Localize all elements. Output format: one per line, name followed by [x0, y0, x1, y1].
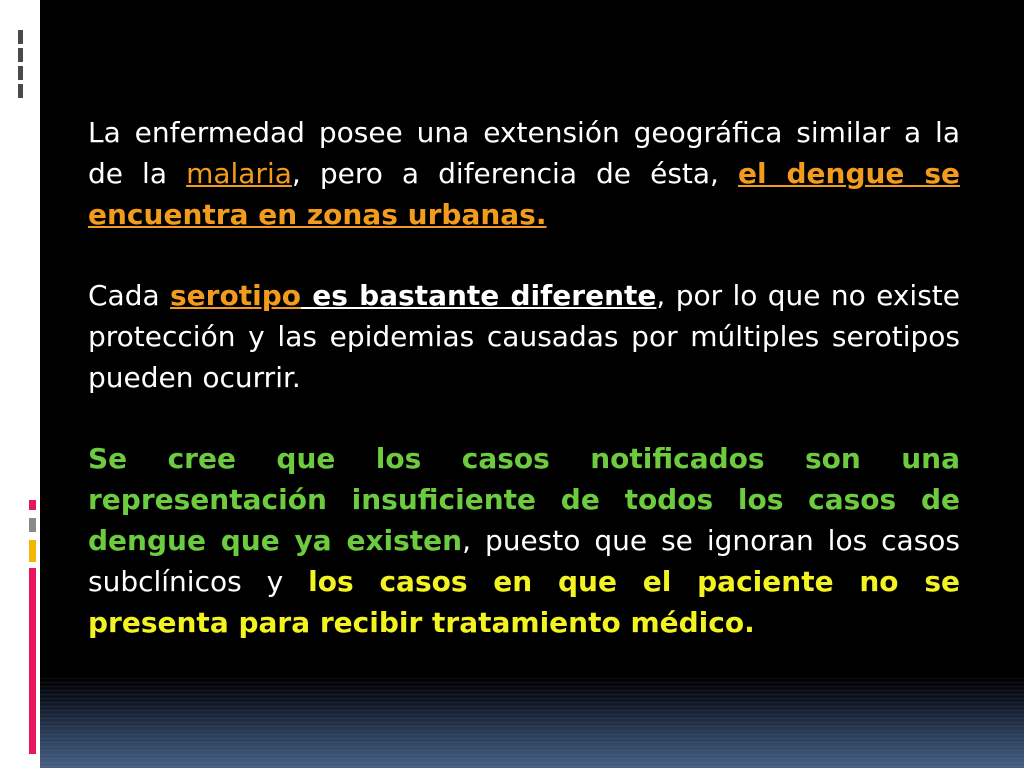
decor-bar-gray — [29, 518, 36, 532]
p3-text-1: , puesto que se ignoran los casos subclínicos y — [88, 524, 960, 598]
decor-bar-yellow — [29, 540, 36, 562]
decor-bar-pink — [29, 568, 36, 754]
p1-text-1: La enfermedad posee una extensión geográfica similar a la de la — [88, 116, 960, 190]
malaria-link[interactable]: malaria — [186, 157, 292, 190]
p3-green-text: Se cree que los casos notificados son una representación insuficiente de todos los casos de dengue que ya existen — [88, 442, 960, 557]
p3-yellow-text: los casos en que el paciente no se presenta para recibir tratamiento médico. — [88, 565, 960, 639]
paragraph-1 — [88, 112, 960, 235]
bottom-gradient-band — [40, 678, 1024, 768]
decor-bar-top — [18, 48, 23, 62]
p2-text-2: , por lo que no existe protección y las epidemias causadas por múltiples serotipos pueden ocurrir. — [88, 279, 961, 394]
p1-text-2: , pero a diferencia de ésta, — [291, 157, 738, 190]
p1-emphasis: el dengue se encuentra en zonas urbanas. — [88, 157, 960, 231]
paragraph-2 — [88, 275, 960, 398]
p2-text-1: Cada — [88, 279, 171, 312]
p2-emphasis: es bastante diferente — [300, 279, 657, 312]
decor-bar-pink-small — [29, 500, 36, 510]
decor-bar-top — [18, 66, 23, 80]
serotipo-link[interactable]: serotipo — [170, 279, 301, 312]
decor-bar-top — [18, 30, 23, 44]
decor-bar-top — [18, 84, 23, 98]
slide-content — [88, 112, 960, 683]
paragraph-3 — [88, 438, 960, 643]
